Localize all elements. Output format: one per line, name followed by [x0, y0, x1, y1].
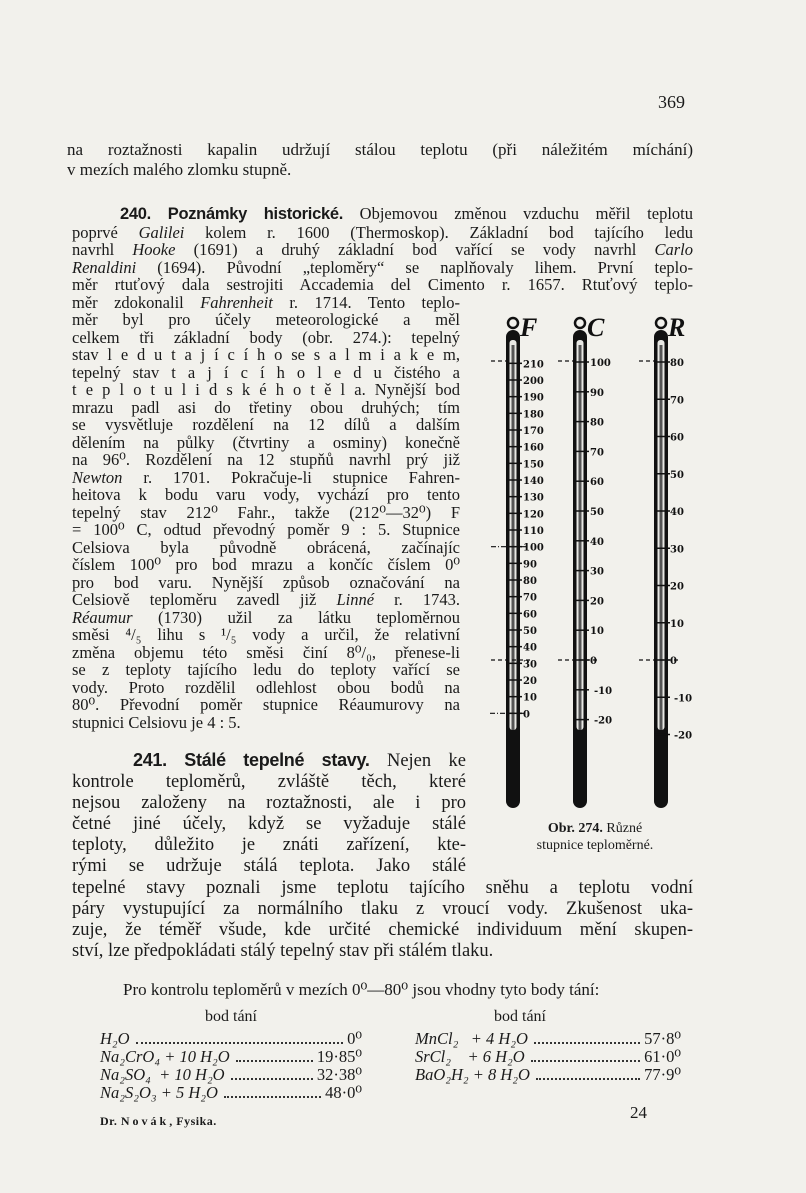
text-run: kontrole teploměrů, zvláště těch, které [72, 772, 466, 793]
scale-label: 160 [523, 442, 544, 454]
scale-label: 30 [523, 659, 537, 671]
text-run: = 100⁰ C, odtud převodný poměr 9 : 5. Stupnice [72, 520, 460, 539]
scale-label: -20 [674, 730, 693, 742]
melting-point-row [415, 1030, 681, 1048]
text-run: Objemovou změnou vzduchu měřil teplotu [343, 204, 693, 223]
dot-leader [534, 1042, 640, 1044]
text-run: celkem tři základní body (obr. 274.): tepelný [72, 327, 460, 347]
compound-formula: BaO₂H₂ + 8 H₂O [415, 1065, 530, 1084]
mercury-column [579, 345, 582, 730]
melting-point-value: 61·0⁰ [644, 1047, 681, 1066]
melting-point-row [100, 1066, 362, 1084]
author-prefix: Dr. [100, 1114, 121, 1128]
scale-label: 20 [523, 676, 537, 688]
text-run: směsi ⁴/₅ lihu s ¹/₅ vody a určil, že relativní [72, 625, 460, 644]
scale-label: 90 [523, 559, 537, 571]
melting-point-value: 32·38⁰ [316, 1065, 362, 1084]
text-run: měr byl pro účely meteorologické a měl [72, 310, 460, 329]
scale-label: 190 [523, 392, 544, 404]
scale-label: 70 [670, 395, 684, 407]
italic-name: Renaldini [72, 257, 137, 277]
text-run: vody. Proto rozdělil odlehlost obou bodů na [72, 677, 460, 697]
book-title: , Fysika. [169, 1114, 217, 1128]
melting-point-row [415, 1066, 681, 1084]
scale-label: 180 [523, 409, 544, 421]
melting-point-row [100, 1048, 362, 1066]
scale-label: 70 [590, 447, 604, 459]
figure-caption [495, 820, 695, 854]
text-run: ství, lze předpokládati stálý tepelný stav při stálém tlaku. [72, 940, 494, 961]
text-run: r. 1701. Pokračuje-li stupnice Fahren- [122, 467, 460, 487]
scale-label: -20 [594, 715, 613, 727]
text-run: číslem 100⁰ pro bod mrazu a končíc číslem 0⁰ [72, 555, 460, 574]
scale-label: 90 [590, 387, 604, 399]
dot-leader [224, 1096, 321, 1098]
scale-label: 170 [523, 425, 544, 437]
scale-label: 60 [590, 477, 604, 489]
author-name: Novák [120, 1114, 170, 1128]
text-run: tepelný stav t a j í c í h o l e d u čistého a [72, 362, 460, 382]
melting-point-value: 57·8⁰ [644, 1029, 681, 1048]
text-run: 80⁰. Převodní poměr stupnice Réaumurovy na [72, 695, 460, 714]
text-run: (1691) a druhý základní bod vařící se vody navrhl [175, 240, 655, 259]
scale-label: 130 [523, 492, 544, 504]
melting-point-value: 48·0⁰ [325, 1083, 362, 1102]
italic-name: Galilei [138, 222, 185, 242]
text-run: tepelný stav 212⁰ Fahr., takže (212⁰—32⁰) F [72, 502, 460, 522]
text-run: navrhl [72, 240, 133, 259]
compound-formula: Na₂S₂O₃ + 5 H₂O [100, 1083, 218, 1102]
scale-label: 40 [670, 507, 684, 518]
text-run: zuje, že téměř všude, kde určité chemické individuum mění skupen- [72, 919, 693, 940]
scale-label: 80 [670, 358, 684, 369]
text-run: změna objemu této směsi činí 8⁰/₀, přenese-li [72, 642, 460, 662]
compound-formula: MnCl₂ + 4 H₂O [415, 1029, 528, 1048]
text-run: četné jiné účely, když se vyžaduje stálé [72, 814, 466, 835]
scale-label: 110 [523, 525, 544, 537]
melting-point-value: 0⁰ [347, 1029, 362, 1048]
scale-label: 70 [523, 592, 537, 604]
hanging-loop-icon [656, 318, 666, 328]
scale-label: 0 [590, 656, 597, 667]
text-run: r. 1743. [374, 590, 460, 609]
melting-point-value: 77·9⁰ [644, 1065, 681, 1084]
right-column-header: bod tání [494, 1008, 546, 1025]
scale-label: 10 [590, 626, 604, 638]
italic-name: Réaumur [72, 607, 133, 627]
text-run: (1730) užil za látku teploměrnou [132, 607, 460, 627]
compound-formula: SrCl₂ + 6 H₂O [415, 1047, 525, 1066]
signature-mark: 24 [630, 1103, 647, 1122]
scale-label: 30 [670, 544, 684, 556]
italic-name: Fahrenheit [200, 292, 273, 312]
scale-label: 100 [523, 542, 544, 554]
text-run: se vysvětluje rozdělení na 12 dílů a dalším [72, 415, 460, 434]
caption-line2: stupnice teploměrné. [536, 838, 654, 853]
text-run: měr zdokonalil [72, 292, 201, 312]
italic-name: Newton [72, 467, 123, 487]
text-run: (1694). Původní „teploměry“ se naplňovaly lihem. První teplo- [136, 257, 693, 277]
section-heading: 241. Stálé tepelné stavy. [133, 750, 370, 770]
scale-label: 0 [523, 709, 530, 721]
scale-label: 50 [590, 507, 604, 518]
scale-label: 200 [523, 375, 544, 387]
scale-label: 50 [670, 469, 684, 481]
melting-point-value: 19·85⁰ [316, 1047, 362, 1066]
text-run: v mezích malého zlomku stupně. [67, 160, 292, 179]
caption-line1: Různé [606, 821, 643, 836]
scale-label: 140 [523, 475, 544, 487]
footer-author [100, 1114, 217, 1129]
text-run: páry vystupující za normálního tlaku z vroucí vody. Zkušenost uka- [72, 898, 693, 919]
caption-label: Obr. 274. [547, 821, 603, 836]
scale-label: 10 [523, 692, 537, 704]
text-run: stav l e d u t a j í c í h o se s a l m i a k e m, [72, 345, 460, 364]
scale-label: -10 [674, 693, 693, 705]
dot-leader [531, 1060, 640, 1062]
page-number: 369 [658, 92, 685, 112]
scale-label: 30 [590, 566, 604, 578]
scale-letter: C [587, 313, 605, 342]
text-run: na 96⁰. Rozdělení na 12 stupňů navrhl prý již [72, 450, 460, 469]
text-run: na roztažnosti kapalin udržují stálou teplotu (při náležitém míchání) [67, 140, 693, 159]
compound-formula: Na₂SO₄ + 10 H₂O [100, 1065, 225, 1084]
mercury-column [512, 345, 515, 730]
scale-label: 210 [523, 359, 544, 371]
text-run: nejsou založeny na roztažnosti, ale i pro [72, 793, 466, 814]
text-run: dělením na půlky (čtvrtiny a osminy) konečně [72, 432, 460, 452]
italic-name: Carlo [654, 240, 694, 259]
scale-label: 40 [523, 642, 537, 654]
scale-label: 80 [523, 575, 537, 587]
scale-label: 50 [523, 625, 537, 637]
scale-label: 60 [670, 432, 684, 444]
melting-point-row [415, 1048, 681, 1066]
text-run: se z teploty tajícího ledu do teploty vařící se [72, 660, 460, 679]
text-run: rými se udržuje stálá teplota. Jako stálé [72, 856, 466, 877]
mercury-column [660, 345, 663, 730]
hanging-loop-icon [575, 318, 585, 328]
melting-points-left [100, 1030, 362, 1102]
scale-label: 40 [590, 536, 604, 548]
scale-label: -10 [594, 685, 613, 697]
italic-name: Hooke [132, 240, 176, 259]
hanging-loop-icon [508, 318, 518, 328]
text-run: t e p l o t u l i d s k é h o t ě l a. Nynější bod [72, 380, 460, 399]
melting-point-row [100, 1030, 362, 1048]
text-run: teploty, důležito je znáti zařízení, kte- [72, 835, 466, 856]
table-intro: Pro kontrolu teploměrů v mezích 0⁰—80⁰ jsou vhodny tyto body tání: [123, 980, 600, 999]
text-run: měr rtuťový dala sestrojiti Accademia del Cimento r. 1657. Rtuťový teplo- [72, 275, 693, 294]
italic-name: Linné [336, 590, 375, 609]
scale-label: 20 [670, 581, 684, 593]
text-run: Celsiově teploměru zavedl již [72, 590, 337, 609]
dot-leader [136, 1042, 344, 1044]
text-run: tepelné stavy poznali jsme teplotu tajícího sněhu a teplotu vodní [72, 877, 693, 898]
melting-point-row [100, 1084, 362, 1102]
scale-label: 150 [523, 459, 544, 471]
text-run: Nejen ke [369, 751, 466, 771]
text-run: heitova k bodu varu vody, vychází pro tento [72, 485, 460, 504]
scale-label: 100 [590, 358, 611, 369]
text-run: r. 1714. Tento teplo- [272, 292, 460, 312]
compound-formula: H₂O [100, 1029, 130, 1048]
text-run: mrazu padl asi do třetiny obou druhých; tím [72, 397, 460, 417]
scale-label: 120 [523, 509, 544, 521]
scale-label: 0 [670, 656, 677, 667]
text-run: kolem r. 1600 (Thermoskop). Základní bod tajícího ledu [184, 222, 693, 242]
melting-points-right [415, 1030, 681, 1084]
scale-letter: R [668, 313, 686, 342]
scale-label: 20 [590, 596, 604, 608]
section-heading: 240. Poznámky historické. [120, 205, 343, 223]
dot-leader [236, 1060, 313, 1062]
scale-letter: F [520, 313, 538, 342]
dot-leader [231, 1078, 313, 1080]
text-run: Celsiova byla původně obrácená, začínajíc [72, 537, 460, 557]
left-column-header: bod tání [205, 1008, 257, 1025]
text-run: poprvé [72, 222, 139, 242]
scale-label: 80 [590, 417, 604, 429]
dot-leader [536, 1078, 640, 1080]
scale-label: 60 [523, 609, 537, 621]
text-run: pro bod varu. Nynější způsob označování na [72, 572, 460, 592]
text-run: stupnici Celsiovu je 4 : 5. [72, 712, 241, 732]
scale-label: 10 [670, 618, 684, 630]
compound-formula: Na₂CrO₄ + 10 H₂O [100, 1047, 230, 1066]
